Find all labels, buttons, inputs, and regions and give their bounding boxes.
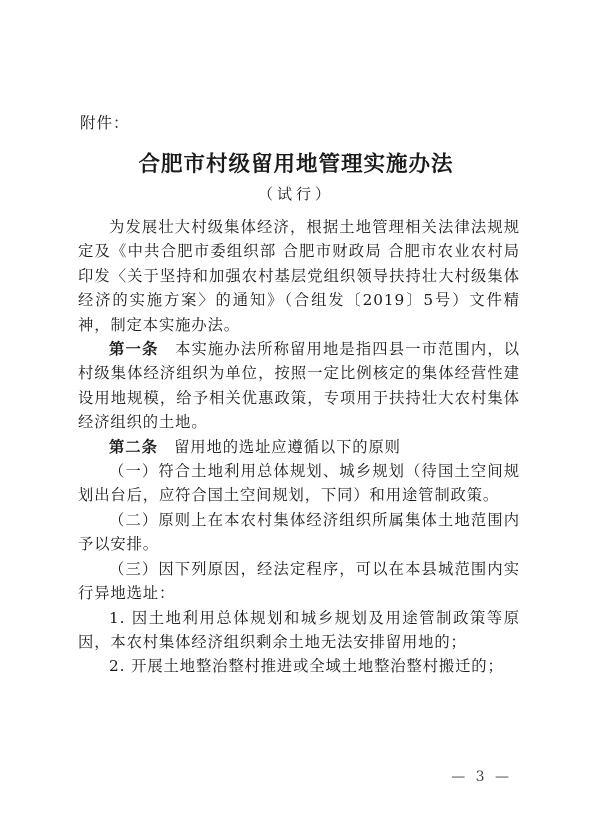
article-2-label: 第二条: [109, 437, 158, 456]
sub-item-2-paragraph: 2. 开展土地整治整村推进或全域土地整治整村搬迁的；: [109, 657, 504, 676]
page-number: — 3 —: [451, 769, 512, 785]
article-2-text: 留用地的选址应遵循以下的原则: [174, 437, 401, 456]
item-1-paragraph: （一）符合土地利用总体规划、城乡规划（待国土空间规划出台后，应符合国土空间规划，下同）和用途管制政策。: [78, 462, 520, 505]
item-3-paragraph: （三）因下列原因，经法定程序，可以在本县城范围内实行异地选址：: [78, 559, 520, 603]
item-2-paragraph: （二）原则上在本农村集体经济组织所属集体土地范围内予以安排。: [78, 510, 520, 554]
intro-paragraph: 为发展壮大村级集体经济，根据土地管理相关法律法规规定及《中共合肥市委组织部 合肥市财政局 合肥市农业农村局印发〈关于坚持和加强农村基层党组织领导扶持壮大村级集体经济的实施方案〉的通知》（合组发〔2019〕5号）文件精神，制定本实施办法。: [78, 218, 520, 334]
article-1-text: 本实施办法所称留用地是指四县一市范围内，以村级集体经济组织为单位，按照一定比例核定的集体经营性建设用地规模，给予相关优惠政策，专项用于扶持壮大农村集体经济组织的土地。: [78, 340, 520, 432]
article-1-paragraph: [78, 337, 520, 435]
document-body: [78, 215, 520, 679]
article-2-paragraph: [78, 435, 520, 459]
document-title: 合肥市村级留用地管理实施办法: [138, 152, 454, 177]
article-1-label: 第一条: [109, 340, 159, 359]
sub-item-1-paragraph: 1. 因土地利用总体规划和城乡规划及用途管制政策等原因，本农村集体经济组织剩余土地无法安排留用地的；: [78, 608, 520, 651]
attachment-label: 附件：: [80, 114, 130, 132]
document-subtitle: （试行）: [257, 185, 334, 203]
